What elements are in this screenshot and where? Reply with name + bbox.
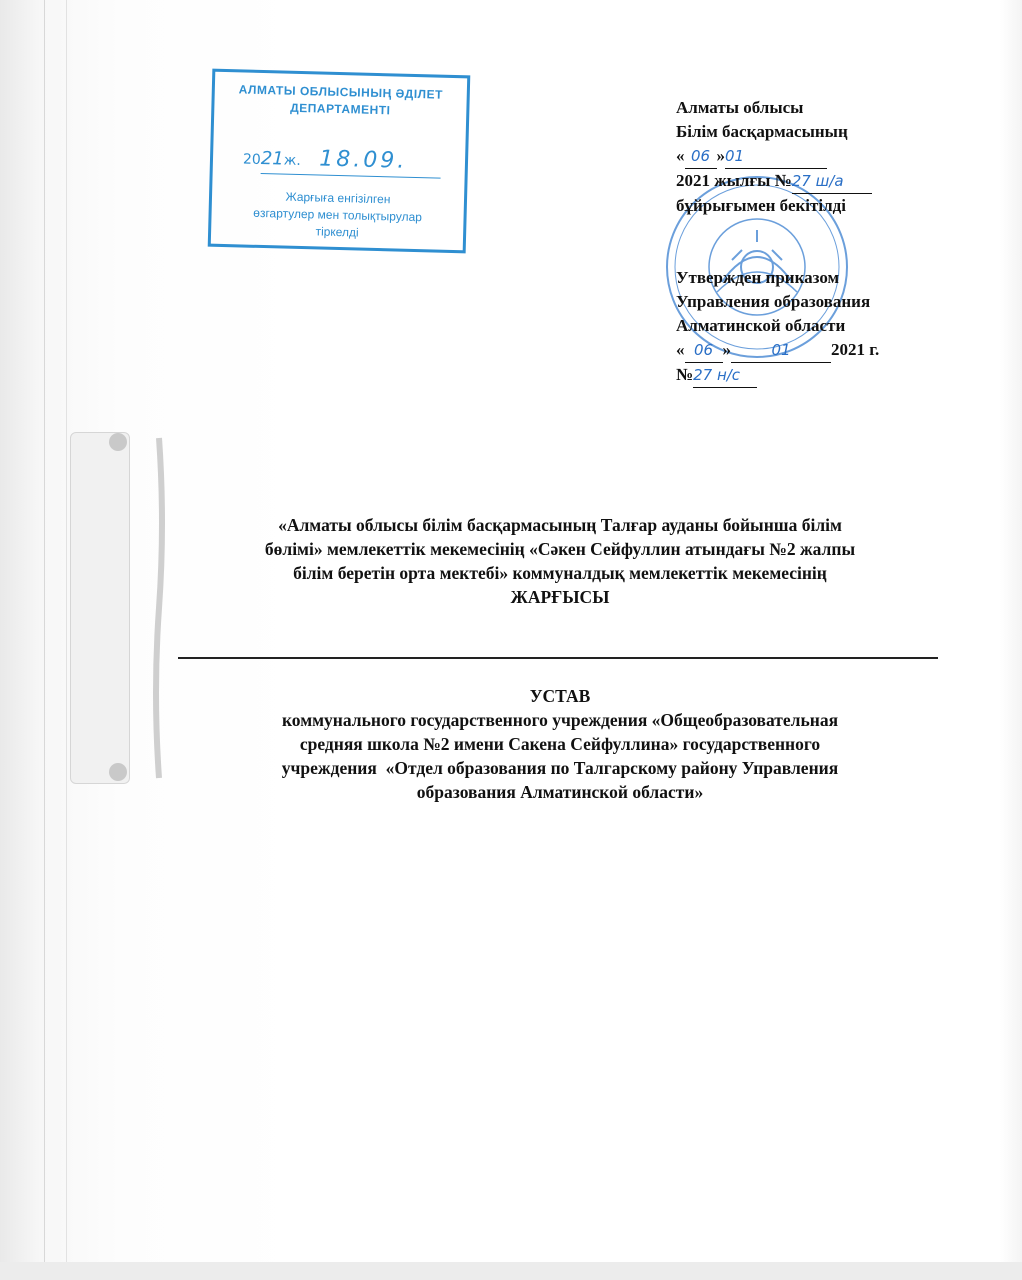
quote-open: « (676, 340, 685, 359)
stamp-date-prefix: 20 (242, 151, 262, 168)
approval-block (676, 96, 879, 388)
approval-number-line (676, 363, 879, 388)
handwritten-month: 01 (725, 144, 827, 169)
title-kazakh (180, 513, 940, 609)
stamp-line: ДЕПАРТАМЕНТІ (290, 100, 391, 118)
handwritten-number: 27 н/с (693, 363, 757, 388)
title-line: коммунального государственного учреждения «Общеобразовательная (281, 710, 839, 730)
year: 2021 г. (831, 340, 880, 359)
approval-line: Утвержден приказом (676, 268, 840, 287)
stamp-line: АЛМАТЫ ОБЛЫСЫНЫҢ ӘДІЛЕТ (238, 82, 444, 102)
title-line: УСТАВ (529, 686, 591, 706)
stamp-date-line (261, 173, 441, 179)
approval-line: Алматы облысы (676, 98, 804, 117)
approval-number-line (676, 169, 879, 194)
binding-string (149, 433, 169, 783)
stamp-date (243, 144, 408, 173)
quote-close: » (716, 146, 725, 165)
year-prefix: 2021 жылғы № (676, 171, 792, 190)
binding-hole (109, 763, 127, 781)
approval-kz (676, 96, 879, 218)
stamp-line: Жарғыға енгізілген (285, 189, 391, 207)
handwritten-month: 01 (731, 338, 831, 363)
approval-line: Алматинской области (676, 316, 846, 335)
title-line: учреждения «Отдел образования по Талгарскому району Управления (281, 758, 839, 778)
divider-line (178, 657, 938, 659)
approval-line: Білім басқармасының (676, 122, 848, 141)
stamp-line: өзгартулер мен толықтырулар (253, 205, 423, 225)
approval-line: Управления образования (676, 292, 871, 311)
justice-department-stamp (208, 69, 471, 254)
num-prefix: № (676, 365, 694, 384)
quote-close: » (722, 340, 731, 359)
handwritten-day: 06 (685, 144, 717, 169)
stamp-date-mid: ж. (283, 152, 301, 169)
binding-thread (70, 432, 130, 784)
title-line: ЖАРҒЫСЫ (510, 587, 610, 607)
approval-line: бұйрығымен бекітілді (676, 196, 846, 215)
handwritten-number: 27 ш/а (792, 169, 872, 194)
title-line: «Алматы облысы білім басқармасының Талғар ауданы бойынша білім (278, 515, 842, 535)
title-russian (180, 684, 940, 804)
title-line: бөлімі» мемлекеттік мекемесінің «Сәкен Сейфуллин атындағы №2 жалпы (264, 539, 856, 559)
binding-hole (109, 433, 127, 451)
title-line: білім беретін орта мектебі» коммуналдық мемлекеттік мекемесінің (293, 563, 827, 583)
approval-ru (676, 266, 879, 388)
page-edge-line (44, 0, 45, 1280)
approval-date-line (676, 338, 879, 363)
title-line: средняя школа №2 имени Сакена Сейфуллина» государственного (299, 734, 821, 754)
stamp-date-value: 18.09. (318, 146, 408, 174)
quote-open: « (676, 146, 685, 165)
approval-date-line (676, 144, 879, 169)
title-line: образования Алматинской области» (416, 782, 704, 802)
handwritten-day: 06 (685, 338, 723, 363)
stamp-line: тіркелді (315, 224, 359, 240)
stamp-date-year: 21 (260, 147, 285, 170)
page-edge-line (66, 0, 67, 1280)
page-bottom-edge (0, 1262, 1022, 1280)
